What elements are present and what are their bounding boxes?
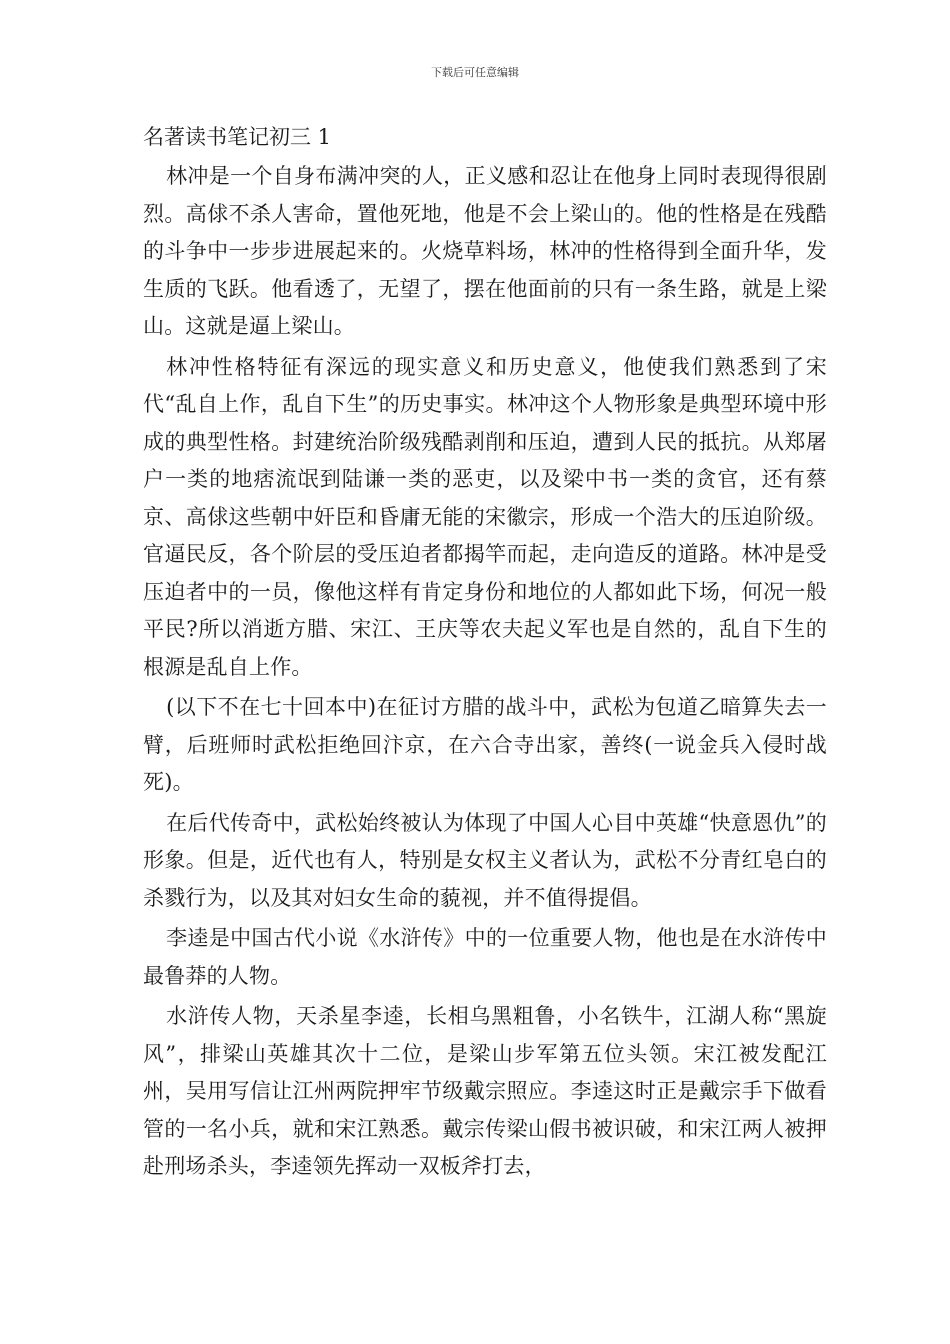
paragraph-5: 李逵是中国古代小说《水浒传》中的一位重要人物，他也是在水浒传中最鲁莽的人物。 xyxy=(143,926,827,988)
paragraph-1: 林冲是一个自身布满冲突的人，正义感和忍让在他身上同时表现得很剧烈。高俅不杀人害命，置他死地，他是不会上梁山的。他的性格是在残酷的斗争中一步步进展起来的。火烧草料场，林冲的性格得到全面升华，发生质的飞跃。他看透了，无望了，摆在他面前的只有一条生路，就是上梁山。这就是逼上梁山。 xyxy=(143,164,827,338)
document-body xyxy=(143,118,827,1189)
paragraph-6: 水浒传人物，天杀星李逵，长相乌黑粗鲁，小名铁牛，江湖人称“黑旋风”，排梁山英雄其次十二位，是梁山步军第五位头领。宋江被发配江州，吴用写信让江州两院押牢节级戴宗照应。李逵这时正是戴宗手下做看管的一名小兵，就和宋江熟悉。戴宗传梁山假书被识破，和宋江两人被押赴刑场杀头，李逵领先挥动一双板斧打去， xyxy=(143,1004,827,1178)
header-note: 下载后可任意编辑 xyxy=(431,66,519,79)
document-title: 名著读书笔记初三 1 xyxy=(143,125,332,149)
paragraph-2: 林冲性格特征有深远的现实意义和历史意义，他使我们熟悉到了宋代“乱自上作，乱自下生”的历史事实。林冲这个人物形象是典型环境中形成的典型性格。封建统治阶级残酷剥削和压迫，遭到人民的抵抗。从郑屠户一类的地痞流氓到陆谦一类的恶吏，以及梁中书一类的贪官，还有蔡京、高俅这些朝中奸臣和昏庸无能的宋徽宗，形成一个浩大的压迫阶级。官逼民反，各个阶层的受压迫者都揭竿而起，走向造反的道路。林冲是受压迫者中的一员，像他这样有肯定身份和地位的人都如此下场，何况一般平民?所以消逝方腊、宋江、王庆等农夫起义军也是自然的，乱自下生的根源是乱自上作。 xyxy=(143,354,827,679)
paragraph-4: 在后代传奇中，武松始终被认为体现了中国人心目中英雄“快意恩仇”的形象。但是，近代也有人，特别是女权主义者认为，武松不分青红皂白的杀戮行为，以及其对妇女生命的藐视，并不值得提倡。 xyxy=(143,810,827,910)
paragraph-3: (以下不在七十回本中)在征讨方腊的战斗中，武松为包道乙暗算失去一臂，后班师时武松拒绝回汴京，在六合寺出家，善终(一说金兵入侵时战死)。 xyxy=(143,695,827,794)
